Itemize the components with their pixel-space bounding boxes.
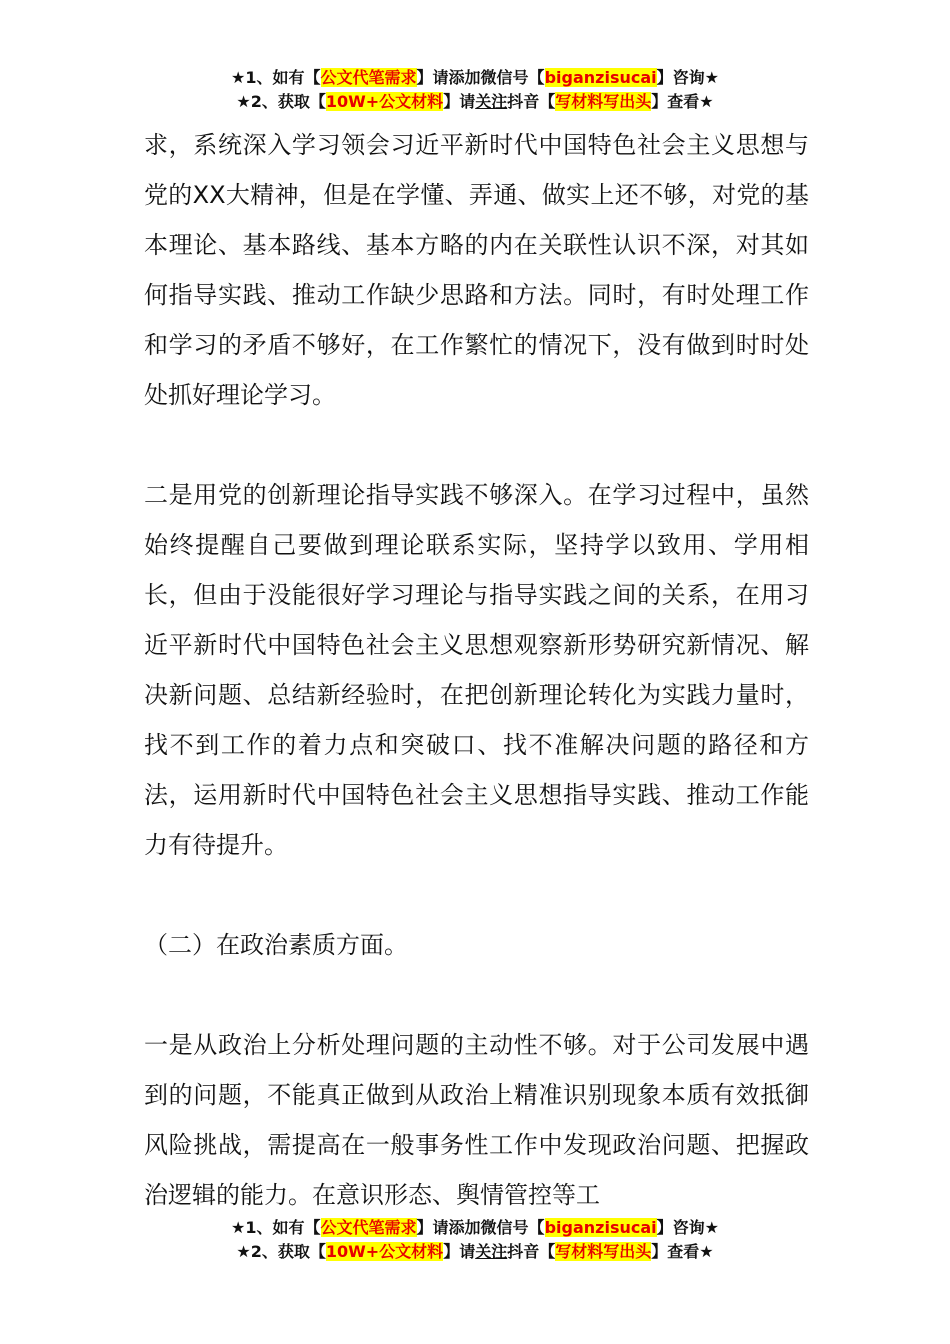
header-banner xyxy=(0,66,950,114)
document-body xyxy=(144,120,809,1220)
footer-line-1: ★1、如有【公文代笔需求】请添加微信号【biganzisucai】咨询★ xyxy=(231,1218,719,1237)
highlight-materials: 10W+公文材料 xyxy=(325,92,444,111)
footer-banner xyxy=(0,1216,950,1264)
paragraph-1: 求，系统深入学习领会习近平新时代中国特色社会主义思想与党的XX大精神，但是在学懂、弄通、做实上还不够，对党的基本理论、基本路线、基本方略的内在关联性认识不深，对其如何指导实践、推动工作缺少思路和方法。同时，有时处理工作和学习的矛盾不够好，在工作繁忙的情况下，没有做到时时处处抓好理论学习。 xyxy=(144,131,809,409)
footer-highlight-wechat-id: biganzisucai xyxy=(544,1218,657,1237)
emphasis-follow: 关注 xyxy=(475,92,508,111)
paragraph-2: 二是用党的创新理论指导实践不够深入。在学习过程中，虽然始终提醒自己要做到理论联系实际，坚持学以致用、学用相长，但由于没能很好学习理论与指导实践之间的关系，在用习近平新时代中国特色社会主义思想观察新形势研究新情况、解决新问题、总结新经验时，在把创新理论转化为实践力量时，找不到工作的着力点和突破口、找不准解决问题的路径和方法，运用新时代中国特色社会主义思想指导实践、推动工作能力有待提升。 xyxy=(144,481,809,859)
highlight-douyin: 写材料写出头 xyxy=(555,92,652,111)
footer-emphasis-add: 添加 xyxy=(448,1218,481,1237)
footer-line-2: ★2、获取【10W+公文材料】请关注抖音【写材料写出头】查看★ xyxy=(236,1242,714,1261)
highlight-service: 公文代笔需求 xyxy=(320,68,417,87)
emphasis-add: 添加 xyxy=(448,68,481,87)
paragraph-3: 一是从政治上分析处理问题的主动性不够。对于公司发展中遇到的问题，不能真正做到从政治上精准识别现象本质有效抵御风险挑战，需提高在一般事务性工作中发现政治问题、把握政治逻辑的能力。在意识形态、舆情管控等工 xyxy=(144,1031,809,1209)
footer-highlight-materials: 10W+公文材料 xyxy=(325,1242,444,1261)
footer-emphasis-follow: 关注 xyxy=(475,1242,508,1261)
banner-line-1: ★1、如有【公文代笔需求】请添加微信号【biganzisucai】咨询★ xyxy=(231,68,719,87)
banner-line-2: ★2、获取【10W+公文材料】请关注抖音【写材料写出头】查看★ xyxy=(236,92,714,111)
section-heading: （二）在政治素质方面。 xyxy=(144,931,408,959)
footer-highlight-douyin: 写材料写出头 xyxy=(555,1242,652,1261)
highlight-wechat-id: biganzisucai xyxy=(544,68,657,87)
footer-highlight-service: 公文代笔需求 xyxy=(320,1218,417,1237)
